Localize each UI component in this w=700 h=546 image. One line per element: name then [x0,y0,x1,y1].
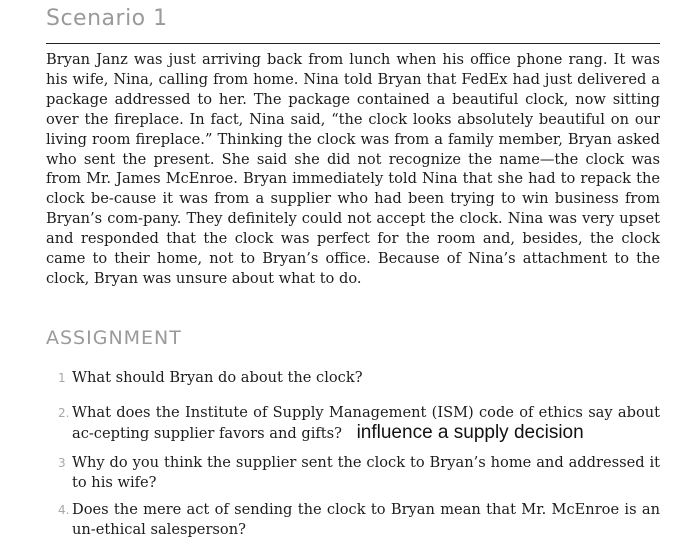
question-text: Does the mere act of sending the clock to Bryan mean that Mr. McEnroe is an un-ethical salesperson? [72,501,660,538]
question-text: Why do you think the supplier sent the clock to Bryan’s home and addressed it to his wife? [72,454,660,491]
question-4 [46,500,660,540]
question-2-text: What does the Institute of Supply Management (ISM) code of ethics say about ac-cepting supplier favors and gifts? [72,404,660,442]
question-text: What should Bryan do about the clock? [72,369,363,386]
scenario-paragraph: Bryan Janz was just arriving back from lunch when his office phone rang. It was his wife, Nina, calling from home. Nina told Bryan that FedEx had just delivered a package addressed to her. The package contained a beautiful clock, now sitting over the fireplace. In fact, Nina said, “the clock looks absolutely beautiful on our living room fireplace.” Thinking the clock was from a family member, Bryan asked who sent the present. She said she did not recognize the name—the clock was from Mr. James McEnroe. Bryan immediately told Nina that she had to repack the clock be-cause it was from a supplier who had been trying to win business from Bryan’s com-pany. They definitely could not accept the clock. Nina was very upset and responded that the clock was perfect for the room and, besides, the clock came to their home, not to Bryan’s office. Because of Nina’s attachment to the clock, Bryan was unsure about what to do. [46,51,660,287]
scenario-heading: Scenario 1 [46,6,168,31]
question-number: 3 [58,456,66,470]
question-number: 1 [58,371,66,385]
question-number: 2. [58,406,70,420]
question-2 [46,403,660,444]
heading-divider [46,43,660,44]
question-text [72,403,660,444]
question-number: 4. [58,503,70,517]
assignment-heading: ASSIGNMENT [46,327,182,349]
handwritten-answer: influence a supply decision [356,422,584,443]
question-3 [46,453,660,493]
question-1 [46,368,660,388]
